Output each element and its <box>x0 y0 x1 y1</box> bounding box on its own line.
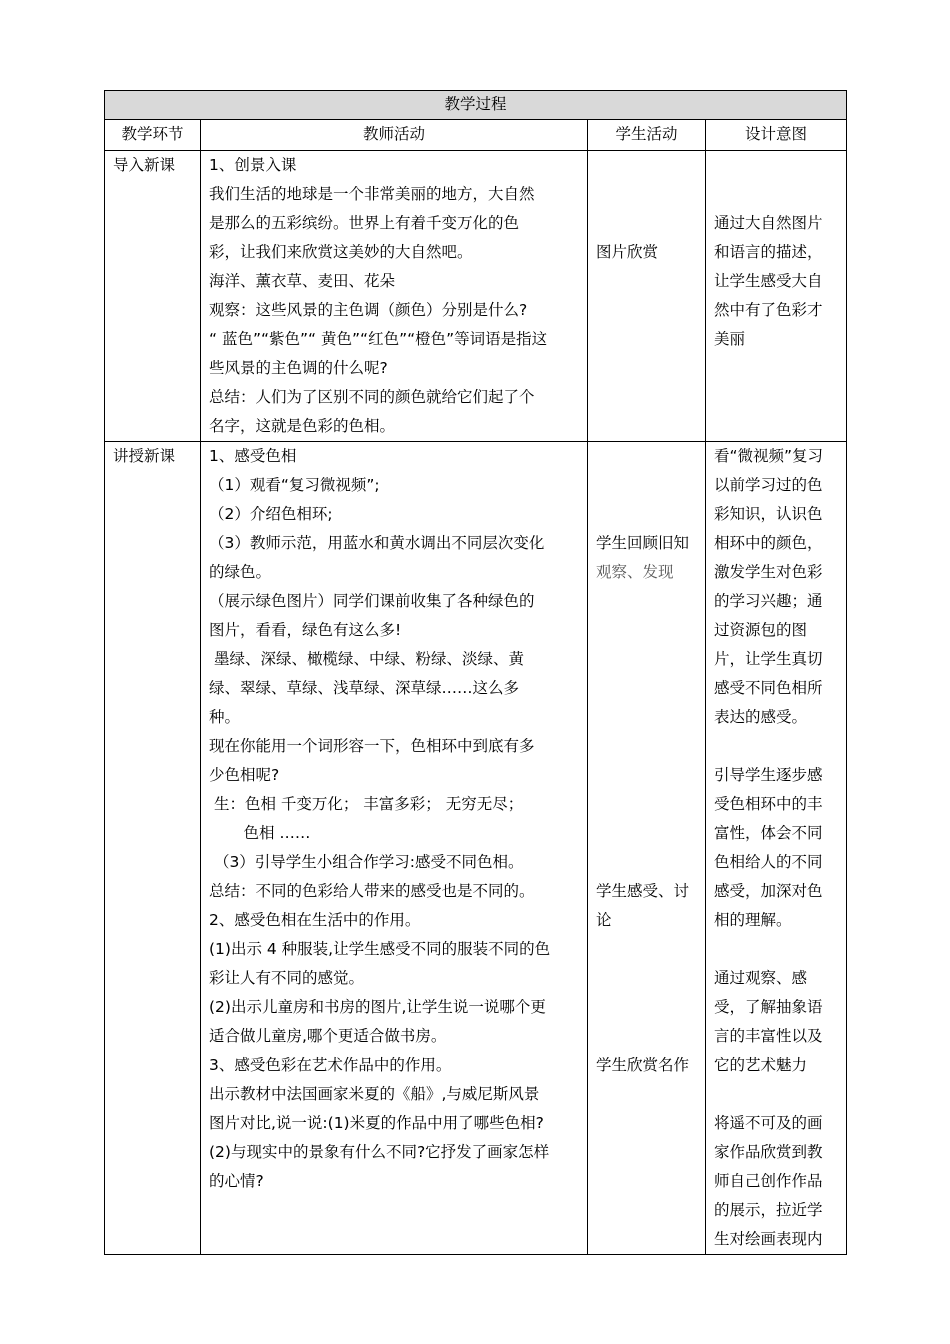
teacher-activity-line: （展示绿色图片）同学们课前收集了各种绿色的 <box>209 592 535 610</box>
design-intent-line: 感受，加深对色 <box>714 882 823 900</box>
design-intent-line: 相环中的颜色， <box>714 534 823 552</box>
lesson-page <box>104 90 846 1255</box>
table-row <box>105 151 847 442</box>
teacher-activity-line: 2、感受色相在生活中的作用。 <box>209 911 421 929</box>
design-intent-line: 表达的感受。 <box>714 708 808 726</box>
teacher-activity-line: （3）教师示范，用蓝水和黄水调出不同层次变化 <box>209 534 545 552</box>
design-intent-line: 受，了解抽象语 <box>714 998 823 1016</box>
teacher-activity-line: 我们生活的地球是一个非常美丽的地方，大自然 <box>209 185 535 203</box>
student-activity-line: 学生感受、讨 <box>596 882 690 900</box>
design-intent-line: 感受不同色相所 <box>714 679 823 697</box>
design-intent-line: 通过大自然图片 <box>714 214 823 232</box>
teacher-activity-line: 色相 …… <box>209 824 311 842</box>
design-intent-line: 受色相环中的丰 <box>714 795 823 813</box>
teacher-activity-line: 是那么的五彩缤纷。世界上有着千变万化的色 <box>209 214 520 232</box>
header-design-intent: 设计意图 <box>706 120 847 151</box>
teacher-activity-line: 少色相呢? <box>209 766 280 784</box>
design-intent-line: 色相给人的不同 <box>714 853 823 871</box>
table-title: 教学过程 <box>105 91 847 120</box>
student-activity-line: 论 <box>596 911 612 929</box>
teacher-activity-line: 墨绿、深绿、橄榄绿、中绿、粉绿、淡绿、黄 <box>209 650 524 668</box>
teacher-activity-line: 3、感受色彩在艺术作品中的作用。 <box>209 1056 452 1074</box>
teacher-activity-line: （1）观看“复习微视频”; <box>209 476 380 494</box>
teacher-activity-line: 海洋、薰衣草、麦田、花朵 <box>209 272 396 290</box>
teacher-activity-line: 彩，让我们来欣赏这美妙的大自然吧。 <box>209 243 473 261</box>
design-intent-line: 家作品欣赏到教 <box>714 1143 823 1161</box>
teacher-activity-line: 图片对比,说一说:(1)米夏的作品中用了哪些色相? <box>209 1114 544 1132</box>
design-intent-line: 看“微视频”复习 <box>714 447 824 465</box>
design-intent-line: 它的艺术魅力 <box>714 1056 808 1074</box>
teacher-activity-line: 1、创景入课 <box>209 156 297 174</box>
design-intent-line: 的学习兴趣；通 <box>714 592 823 610</box>
teacher-activity-line: 适合做儿童房,哪个更适合做书房。 <box>209 1027 447 1045</box>
design-intent-line: 片，让学生真切 <box>714 650 823 668</box>
design-intent-line: 彩知识，认识色 <box>714 505 823 523</box>
teacher-activity-line: 些风景的主色调的什么呢? <box>209 359 388 377</box>
student-activity-note: 观察、发现 <box>596 563 674 581</box>
teacher-activity-line: 彩让人有不同的感觉。 <box>209 969 365 987</box>
student-activity-line: 学生回顾旧知 <box>596 534 690 552</box>
design-intent-line: 以前学习过的色 <box>714 476 823 494</box>
teacher-activity-cell <box>201 151 588 442</box>
design-intent-line: 和语言的描述， <box>714 243 823 261</box>
table-title-row <box>105 91 847 120</box>
design-intent-cell <box>706 442 847 1255</box>
design-intent-line: 过资源包的图 <box>714 621 808 639</box>
teacher-activity-line: 绿、翠绿、草绿、浅草绿、深草绿……这么多 <box>209 679 520 697</box>
design-intent-line: 然中有了色彩才 <box>714 301 823 319</box>
design-intent-line: 让学生感受大自 <box>714 272 823 290</box>
teacher-activity-line: 总结：不同的色彩给人带来的感受也是不同的。 <box>209 882 535 900</box>
teacher-activity-line: （2）介绍色相环; <box>209 505 333 523</box>
teacher-activity-line: 出示教材中法国画家米夏的《船》,与威尼斯风景 <box>209 1085 540 1103</box>
teacher-activity-line: 现在你能用一个词形容一下，色相环中到底有多 <box>209 737 535 755</box>
design-intent-line: 言的丰富性以及 <box>714 1027 823 1045</box>
teacher-activity-line: 的绿色。 <box>209 563 272 581</box>
design-intent-line: 引导学生逐步感 <box>714 766 823 784</box>
teacher-activity-line: (2)出示儿童房和书房的图片,让学生说一说哪个更 <box>209 998 546 1016</box>
student-activity-cell <box>588 442 706 1255</box>
teaching-process-table <box>104 90 847 1255</box>
stage-cell: 讲授新课 <box>105 442 201 1255</box>
teacher-activity-line: “ 蓝色”“紫色”“ 黄色”“红色”“橙色”等词语是指这 <box>209 330 548 348</box>
student-activity-cell <box>588 151 706 442</box>
design-intent-line: 美丽 <box>714 330 746 348</box>
teacher-activity-line: 总结：人们为了区别不同的颜色就给它们起了个 <box>209 388 535 406</box>
design-intent-line: 通过观察、感 <box>714 969 808 987</box>
design-intent-line: 将遥不可及的画 <box>714 1114 823 1132</box>
student-activity-line: 学生欣赏名作 <box>596 1056 690 1074</box>
design-intent-line: 的展示，拉近学 <box>714 1201 823 1219</box>
stage-cell: 导入新课 <box>105 151 201 442</box>
teacher-activity-cell <box>201 442 588 1255</box>
teacher-activity-line: 生：色相 千变万化； 丰富多彩； 无穷无尽； <box>209 795 524 813</box>
student-activity-line: 图片欣赏 <box>596 243 659 261</box>
header-teacher-activity: 教师活动 <box>201 120 588 151</box>
design-intent-line: 富性，体会不同 <box>714 824 823 842</box>
header-stage: 教学环节 <box>105 120 201 151</box>
design-intent-line: 相的理解。 <box>714 911 792 929</box>
teacher-activity-line: 的心情? <box>209 1172 264 1190</box>
teacher-activity-line: (1)出示 4 种服装,让学生感受不同的服装不同的色 <box>209 940 551 958</box>
table-row <box>105 442 847 1255</box>
design-intent-line: 激发学生对色彩 <box>714 563 823 581</box>
design-intent-cell <box>706 151 847 442</box>
teacher-activity-line: 图片，看看，绿色有这么多! <box>209 621 402 639</box>
design-intent-line: 师自己创作作品 <box>714 1172 823 1190</box>
teacher-activity-line: 种。 <box>209 708 241 726</box>
teacher-activity-line: （3）引导学生小组合作学习:感受不同色相。 <box>209 853 524 871</box>
teacher-activity-line: (2)与现实中的景象有什么不同?它抒发了画家怎样 <box>209 1143 550 1161</box>
teacher-activity-line: 1、感受色相 <box>209 447 297 465</box>
teacher-activity-line: 名字，这就是色彩的色相。 <box>209 417 396 435</box>
header-student-activity: 学生活动 <box>588 120 706 151</box>
design-intent-line: 生对绘画表现内 <box>714 1230 823 1248</box>
table-header-row <box>105 120 847 151</box>
teacher-activity-line: 观察：这些风景的主色调（颜色）分别是什么? <box>209 301 528 319</box>
